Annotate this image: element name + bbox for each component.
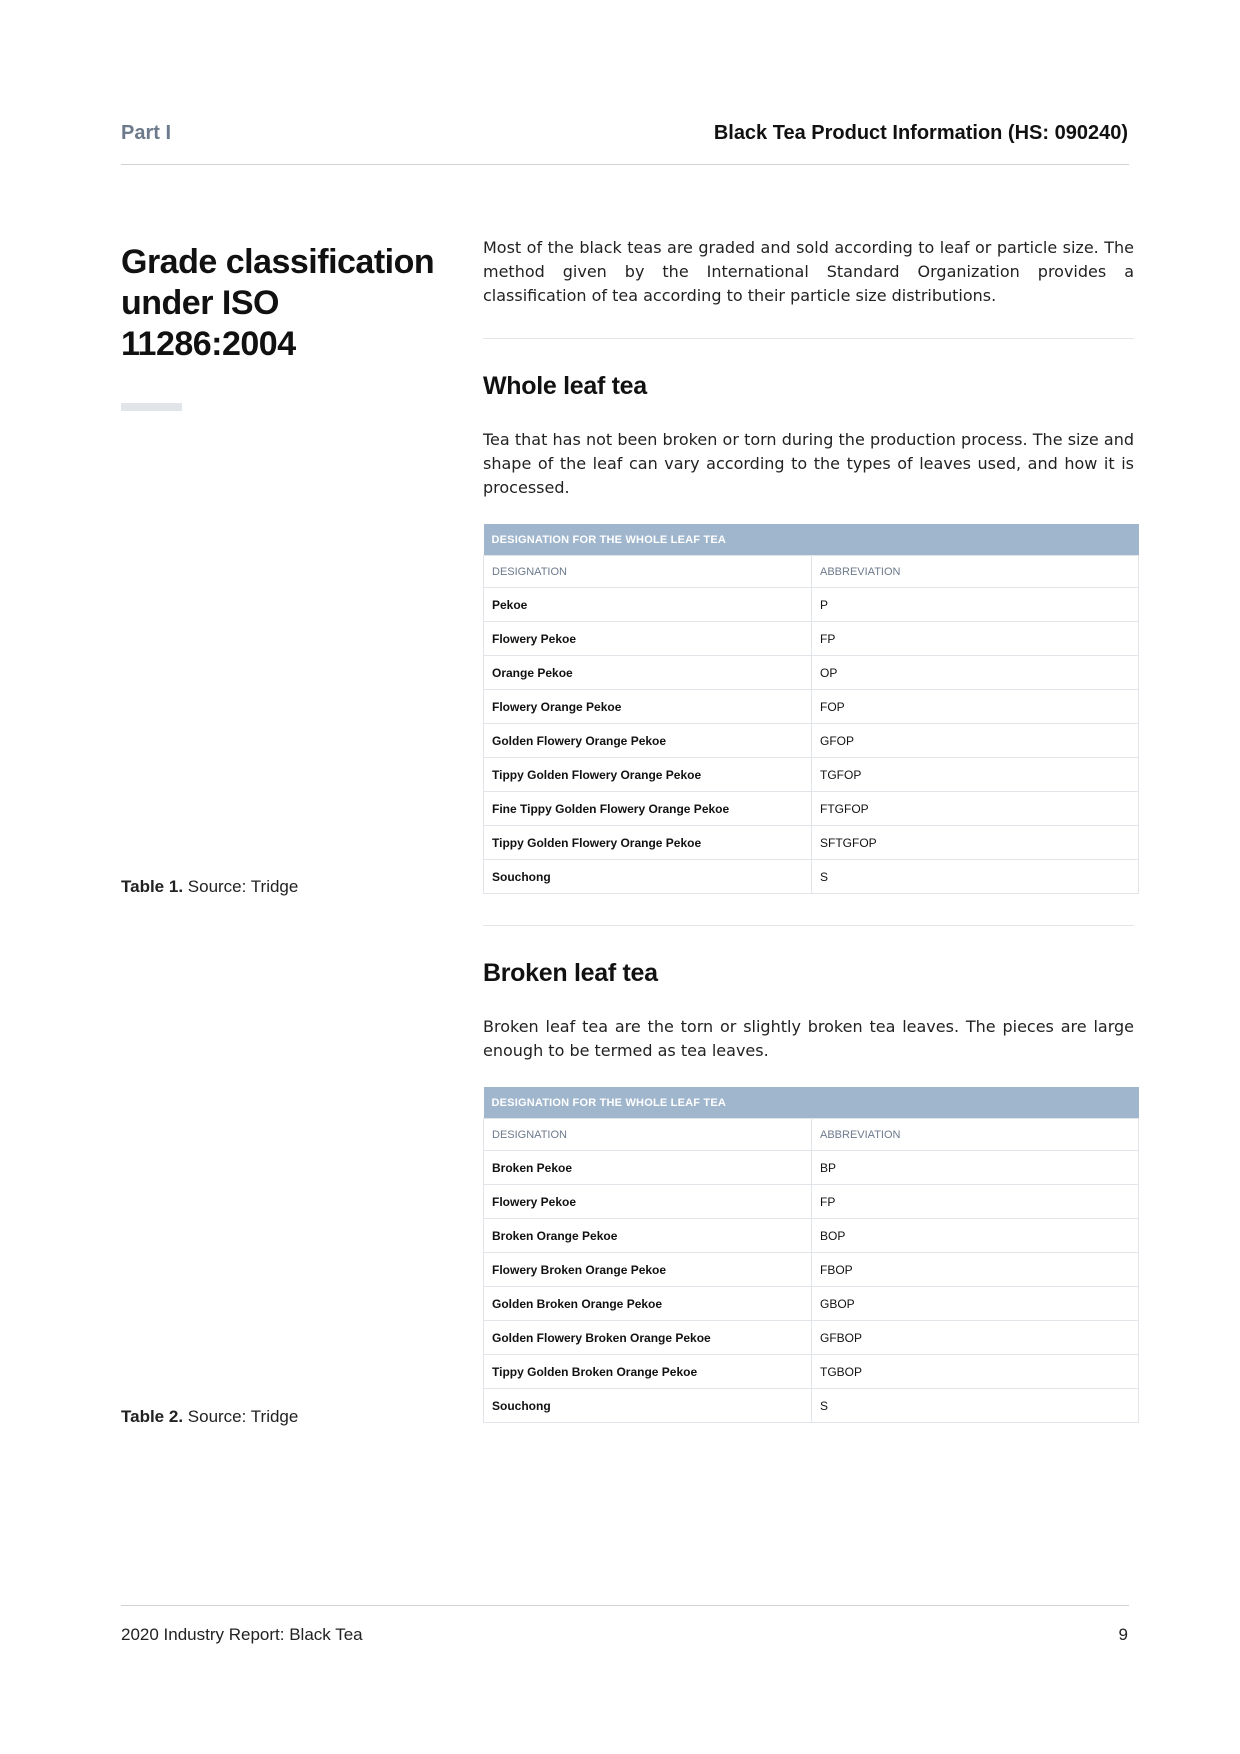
table-row	[484, 1151, 1139, 1185]
table-row	[484, 690, 1139, 724]
page-number: 9	[1118, 1625, 1128, 1644]
broken-leaf-text-wrap	[483, 1015, 1134, 1063]
designation-cell: Flowery Pekoe	[484, 1185, 812, 1219]
abbreviation-cell: FP	[812, 622, 1139, 656]
abbreviation-cell: S	[812, 860, 1139, 894]
footer-divider	[121, 1605, 1129, 1606]
header-divider	[121, 164, 1129, 165]
table-2-caption-label: Table 2.	[121, 1407, 184, 1426]
column-header-abbreviation: ABBREVIATION	[812, 1119, 1139, 1151]
intro-section	[483, 236, 1134, 308]
designation-cell: Souchong	[484, 1389, 812, 1423]
table-row	[484, 758, 1139, 792]
abbreviation-cell: GFBOP	[812, 1321, 1139, 1355]
table-row	[484, 1185, 1139, 1219]
column-header-row	[484, 1119, 1139, 1151]
section-divider	[483, 925, 1134, 926]
abbreviation-cell: FTGFOP	[812, 792, 1139, 826]
designation-cell: Flowery Broken Orange Pekoe	[484, 1253, 812, 1287]
whole-leaf-section	[483, 372, 1134, 401]
table-row	[484, 860, 1139, 894]
table-row	[484, 1355, 1139, 1389]
abbreviation-cell: TGBOP	[812, 1355, 1139, 1389]
designation-cell: Orange Pekoe	[484, 656, 812, 690]
designation-cell: Souchong	[484, 860, 812, 894]
abbreviation-cell: GFOP	[812, 724, 1139, 758]
designation-cell: Golden Flowery Broken Orange Pekoe	[484, 1321, 812, 1355]
table-title: DESIGNATION FOR THE WHOLE LEAF TEA	[484, 1087, 1139, 1119]
broken-leaf-table	[483, 1087, 1139, 1423]
column-header-designation: DESIGNATION	[484, 556, 812, 588]
header-part-label: Part I	[121, 122, 172, 144]
footer-report-title: 2020 Industry Report: Black Tea	[121, 1625, 363, 1644]
designation-cell: Golden Flowery Orange Pekoe	[484, 724, 812, 758]
abbreviation-cell: BOP	[812, 1219, 1139, 1253]
table-title: DESIGNATION FOR THE WHOLE LEAF TEA	[484, 524, 1139, 556]
designation-cell: Golden Broken Orange Pekoe	[484, 1287, 812, 1321]
table-row	[484, 622, 1139, 656]
table-row	[484, 1287, 1139, 1321]
designation-cell: Fine Tippy Golden Flowery Orange Pekoe	[484, 792, 812, 826]
table-2-caption-source: Source: Tridge	[183, 1407, 299, 1426]
table-row	[484, 588, 1139, 622]
table-row	[484, 724, 1139, 758]
section-divider	[483, 338, 1134, 339]
designation-cell: Pekoe	[484, 588, 812, 622]
broken-leaf-heading: Broken leaf tea	[483, 959, 658, 987]
designation-cell: Tippy Golden Flowery Orange Pekoe	[484, 758, 812, 792]
abbreviation-cell: FOP	[812, 690, 1139, 724]
whole-leaf-paragraph: Tea that has not been broken or torn during the production process. The size and shape of the leaf can vary according to the types of leaves used, and how it is processed.	[483, 430, 1134, 497]
page-title: Grade classification under ISO 11286:2004	[121, 243, 435, 363]
table-1-caption	[121, 877, 298, 897]
table-2-caption	[121, 1407, 298, 1427]
broken-leaf-section	[483, 959, 1134, 988]
abbreviation-cell: FBOP	[812, 1253, 1139, 1287]
broken-leaf-paragraph: Broken leaf tea are the torn or slightly broken tea leaves. The pieces are large enough to be termed as tea leaves.	[483, 1017, 1134, 1060]
title-accent-bar	[121, 403, 182, 411]
abbreviation-cell: TGFOP	[812, 758, 1139, 792]
abbreviation-cell: BP	[812, 1151, 1139, 1185]
table-title-row	[484, 1087, 1139, 1119]
column-header-designation: DESIGNATION	[484, 1119, 812, 1151]
abbreviation-cell: SFTGFOP	[812, 826, 1139, 860]
intro-paragraph: Most of the black teas are graded and sold according to leaf or particle size. The method given by the International Standard Organization provides a classification of tea according to their particle size distributions.	[483, 238, 1134, 305]
abbreviation-cell: GBOP	[812, 1287, 1139, 1321]
abbreviation-cell: OP	[812, 656, 1139, 690]
designation-cell: Flowery Orange Pekoe	[484, 690, 812, 724]
whole-leaf-table	[483, 524, 1139, 894]
designation-cell: Broken Pekoe	[484, 1151, 812, 1185]
designation-cell: Flowery Pekoe	[484, 622, 812, 656]
column-header-row	[484, 556, 1139, 588]
table-row	[484, 1321, 1139, 1355]
header-title: Black Tea Product Information (HS: 090240)	[713, 122, 1128, 144]
table-1-caption-source: Source: Tridge	[183, 877, 299, 896]
table-row	[484, 656, 1139, 690]
table-row	[484, 1219, 1139, 1253]
table-row	[484, 1389, 1139, 1423]
table-row	[484, 826, 1139, 860]
whole-leaf-text-wrap	[483, 428, 1134, 500]
abbreviation-cell: P	[812, 588, 1139, 622]
table-title-row	[484, 524, 1139, 556]
abbreviation-cell: S	[812, 1389, 1139, 1423]
abbreviation-cell: FP	[812, 1185, 1139, 1219]
designation-cell: Tippy Golden Flowery Orange Pekoe	[484, 826, 812, 860]
table-1-caption-label: Table 1.	[121, 877, 184, 896]
table-row	[484, 792, 1139, 826]
table-row	[484, 1253, 1139, 1287]
column-header-abbreviation: ABBREVIATION	[812, 556, 1139, 588]
designation-cell: Broken Orange Pekoe	[484, 1219, 812, 1253]
whole-leaf-heading: Whole leaf tea	[483, 372, 647, 400]
designation-cell: Tippy Golden Broken Orange Pekoe	[484, 1355, 812, 1389]
